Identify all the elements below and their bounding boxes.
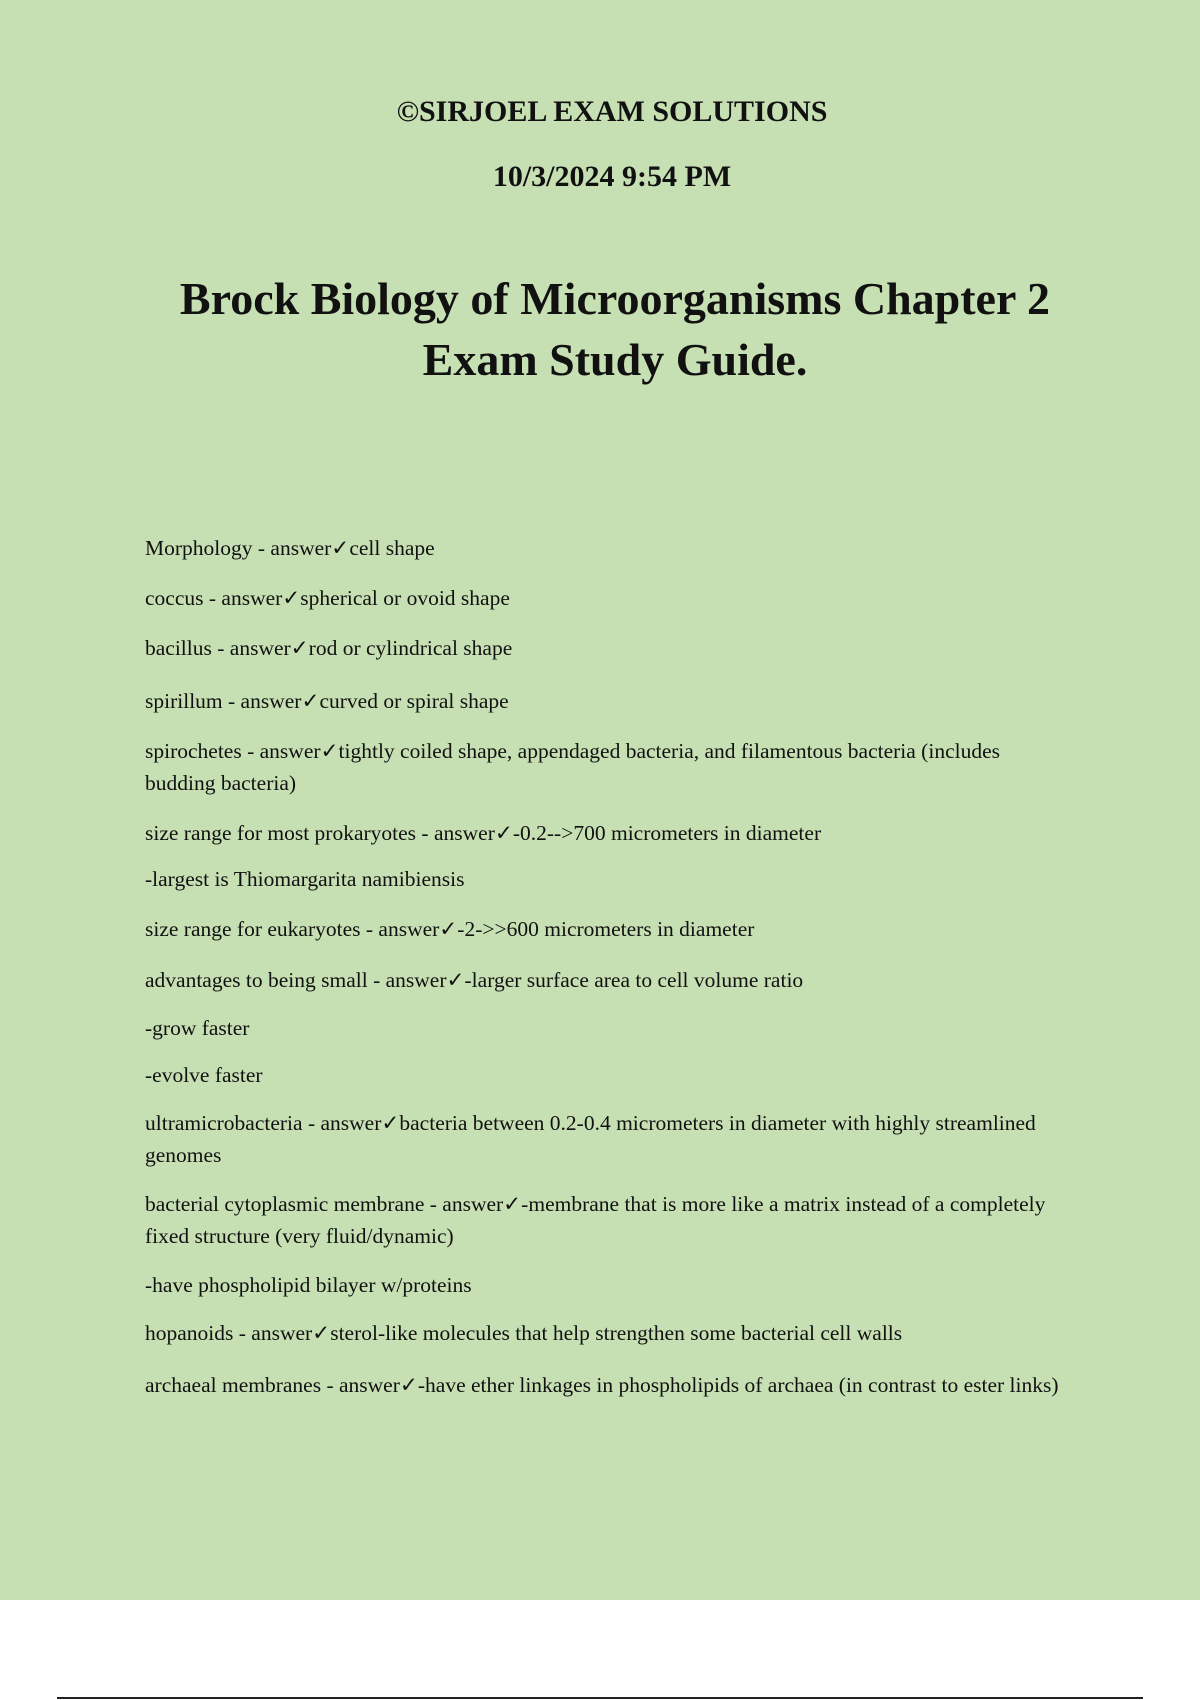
entry-hopanoids: hopanoids - answer✓sterol-like molecules that help strengthen some bacterial cell walls bbox=[145, 1321, 903, 1345]
footer-divider bbox=[57, 1697, 1143, 1699]
entry-grow-faster: -grow faster bbox=[145, 1016, 250, 1040]
entry-bacillus: bacillus - answer✓rod or cylindrical shape bbox=[145, 636, 513, 660]
entry-advantages-small: advantages to being small - answer✓-larger surface area to cell volume ratio bbox=[145, 968, 804, 992]
entry-largest-prokaryote: -largest is Thiomargarita namibiensis bbox=[145, 867, 465, 891]
entry-prokaryote-size: size range for most prokaryotes - answer✓-0.2-->700 micrometers in diameter bbox=[145, 821, 822, 845]
entry-cytoplasmic-membrane: bacterial cytoplasmic membrane - answer✓-membrane that is more like a matrix instead of a completely fixed structure (very fluid/dynamic) bbox=[145, 1192, 1046, 1248]
entry-eukaryote-size: size range for eukaryotes - answer✓-2->>600 micrometers in diameter bbox=[145, 917, 755, 941]
datetime-header: 10/3/2024 9:54 PM bbox=[492, 160, 732, 193]
entry-archaeal-membranes: archaeal membranes - answer✓-have ether linkages in phospholipids of archaea (in contrast to ester links) bbox=[145, 1373, 1059, 1397]
entry-evolve-faster: -evolve faster bbox=[145, 1063, 263, 1087]
entry-coccus: coccus - answer✓spherical or ovoid shape bbox=[145, 586, 510, 610]
document-title bbox=[120, 268, 1110, 390]
title-line-2: Exam Study Guide. bbox=[422, 334, 808, 385]
entry-ultramicrobacteria: ultramicrobacteria - answer✓bacteria between 0.2-0.4 micrometers in diameter with highly streamlined genomes bbox=[145, 1111, 1036, 1167]
entry-phospholipid-bilayer: -have phospholipid bilayer w/proteins bbox=[145, 1273, 472, 1297]
entry-spirochetes: spirochetes - answer✓tightly coiled shape, appendaged bacteria, and filamentous bacteria (includes budding bacteria) bbox=[145, 739, 1000, 795]
entry-spirillum: spirillum - answer✓curved or spiral shape bbox=[145, 689, 509, 713]
copyright-header: ©SIRJOEL EXAM SOLUTIONS bbox=[396, 95, 828, 128]
entry-morphology: Morphology - answer✓cell shape bbox=[145, 536, 435, 560]
title-line-1: Brock Biology of Microorganisms Chapter 2 bbox=[179, 273, 1051, 324]
